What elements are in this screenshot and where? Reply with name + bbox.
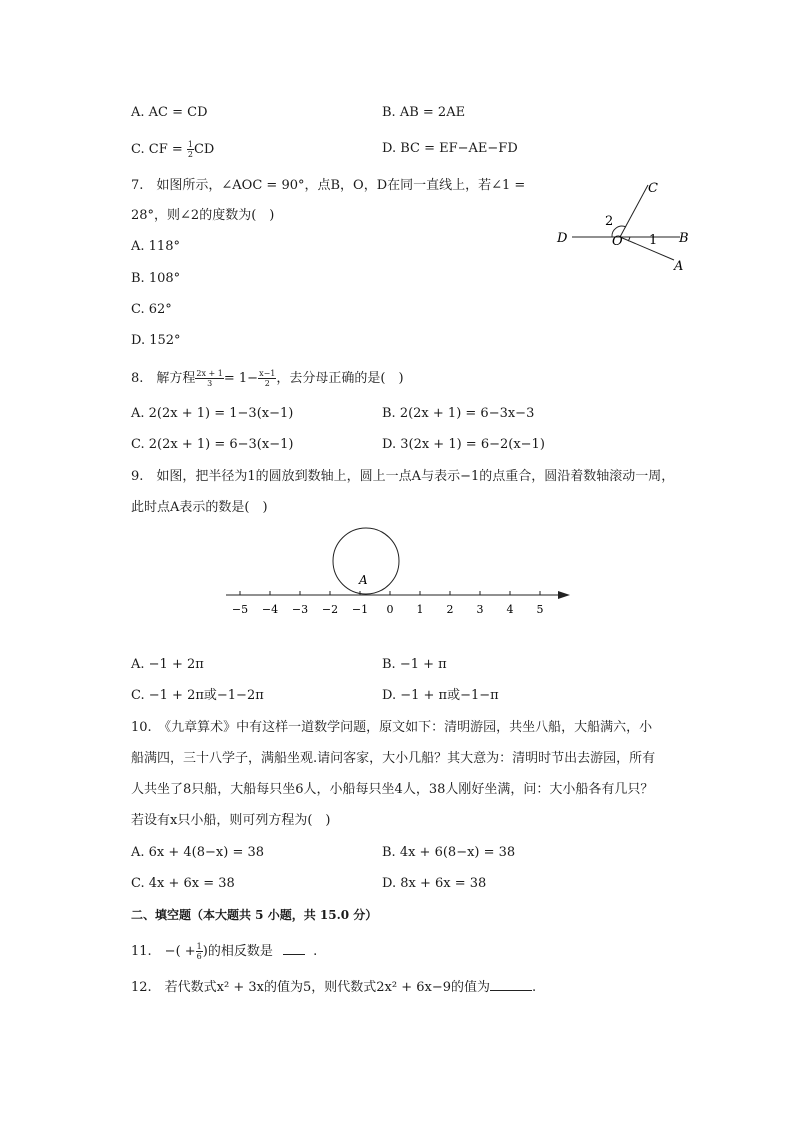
q8-fraction-2	[258, 369, 276, 388]
q6-option-a: A. AC = CD	[131, 105, 208, 120]
axis-arrow-icon	[558, 591, 570, 599]
angle-1-arc	[628, 237, 630, 241]
q10-option-d: D. 8x + 6x = 38	[382, 876, 487, 891]
axis-tick-label: −4	[261, 603, 279, 616]
q9-stem-line1: 9. 如图，把半径为1的圆放到数轴上，圆上一点A与表示−1的点重合，圆沿着数轴滚动一周，	[131, 469, 675, 484]
q6-option-b: B. AB = 2AE	[382, 105, 466, 120]
q10-stem-line2: 船满四，三十八学子，满船坐观.请问客家，大小几船？其大意为：清明时节出去游园，所有	[131, 751, 656, 766]
q12-text: 12. 若代数式x² + 3x的值为5，则代数式2x² + 6x−9的值为	[131, 980, 490, 995]
q8-suffix: ，去分母正确的是( )	[276, 371, 404, 386]
q11-prefix: 11. −( +	[131, 944, 196, 959]
q9-option-a: A. −1 + 2π	[131, 657, 204, 672]
q9-number-line-figure	[220, 520, 580, 620]
q10-stem-line1: 10. 《九章算术》中有这样一道数学问题，原文如下：清明游园，共坐八船，大船满六，小	[131, 720, 653, 735]
q8-option-d: D. 3(2x + 1) = 6−2(x−1)	[382, 437, 545, 452]
q8-option-c: C. 2(2x + 1) = 6−3(x−1)	[131, 437, 294, 452]
fraction-numerator: x−1	[259, 369, 276, 378]
q10-stem-line4: 若设有x只小船，则可列方程为( )	[131, 813, 331, 828]
q12-end: .	[532, 980, 537, 995]
q6-option-c-fraction	[187, 140, 194, 159]
q7-stem-line2: 28°，则∠2的度数为( )	[131, 208, 275, 223]
fraction-denominator: 6	[196, 952, 202, 961]
fraction-denominator: 3	[207, 379, 213, 388]
label-angle-2: 2	[605, 214, 614, 229]
fraction-numerator: 2x + 1	[196, 369, 223, 378]
label-d: D	[557, 231, 568, 246]
section-2-heading: 二、填空题（本大题共 5 小题，共 15.0 分）	[131, 908, 378, 922]
point-a-label: A	[359, 573, 368, 587]
fraction-numerator: 1	[187, 140, 193, 149]
axis-tick-label: −2	[321, 603, 339, 616]
q7-stem-line1: 7. 如图所示，∠AOC = 90°，点B，O，D在同一直线上，若∠1 =	[131, 178, 526, 193]
q8-middle: = 1−	[223, 371, 259, 386]
label-c: C	[648, 181, 658, 196]
q11-end: .	[313, 944, 318, 959]
q10-option-b: B. 4x + 6(8−x) = 38	[382, 845, 516, 860]
label-angle-1: 1	[649, 233, 658, 248]
q6-option-c	[131, 140, 214, 159]
q10-option-c: C. 4x + 6x = 38	[131, 876, 235, 891]
axis-tick-label: −3	[291, 603, 309, 616]
q11-answer-blank[interactable]	[283, 954, 305, 955]
label-a: A	[674, 259, 684, 274]
fraction-numerator: 1	[196, 942, 202, 951]
q7-option-c: C. 62°	[131, 302, 172, 317]
axis-tick-label: 0	[386, 603, 394, 616]
label-b: B	[679, 231, 689, 246]
fraction-denominator: 2	[187, 150, 193, 159]
fraction-denominator: 2	[264, 379, 270, 388]
q10-stem-line3: 人共坐了8只船，大船每只坐6人，小船每只坐4人，38人刚好坐满，问：大小船各有几只？	[131, 782, 654, 797]
axis-tick-label: 1	[416, 603, 424, 616]
q12-stem	[131, 981, 536, 994]
q9-option-c: C. −1 + 2π或−1−2π	[131, 688, 264, 703]
q9-option-b: B. −1 + π	[382, 657, 447, 672]
q11-suffix: )的相反数是	[202, 944, 273, 959]
axis-tick-label: 4	[506, 603, 514, 616]
axis-tick-label: −1	[351, 603, 369, 616]
q10-option-a: A. 6x + 4(8−x) = 38	[131, 845, 265, 860]
q7-option-d: D. 152°	[131, 333, 181, 348]
q9-option-d: D. −1 + π或−1−π	[382, 688, 499, 703]
axis-tick-label: 5	[536, 603, 544, 616]
q11-fraction	[196, 942, 203, 961]
q8-stem	[131, 369, 404, 388]
q7-option-b: B. 108°	[131, 271, 181, 286]
q12-answer-blank[interactable]	[490, 990, 532, 991]
q6-option-c-prefix: C. CF =	[131, 142, 183, 157]
q7-option-a: A. 118°	[131, 239, 180, 254]
q8-option-b: B. 2(2x + 1) = 6−3x−3	[382, 406, 535, 421]
axis-tick-label: 3	[476, 603, 484, 616]
q6-option-c-suffix: CD	[193, 142, 215, 157]
q7-angle-figure	[550, 175, 700, 275]
q8-option-a: A. 2(2x + 1) = 1−3(x−1)	[131, 406, 294, 421]
q8-prefix: 8. 解方程	[131, 371, 196, 386]
q9-stem-line2: 此时点A表示的数是( )	[131, 500, 268, 515]
axis-tick-label: −5	[231, 603, 249, 616]
ray-oc	[620, 185, 648, 237]
q11-stem	[131, 942, 317, 961]
q6-option-d: D. BC = EF−AE−FD	[382, 141, 518, 156]
axis-tick-label: 2	[446, 603, 454, 616]
q8-fraction-1	[195, 369, 223, 388]
label-o: O	[612, 234, 623, 249]
